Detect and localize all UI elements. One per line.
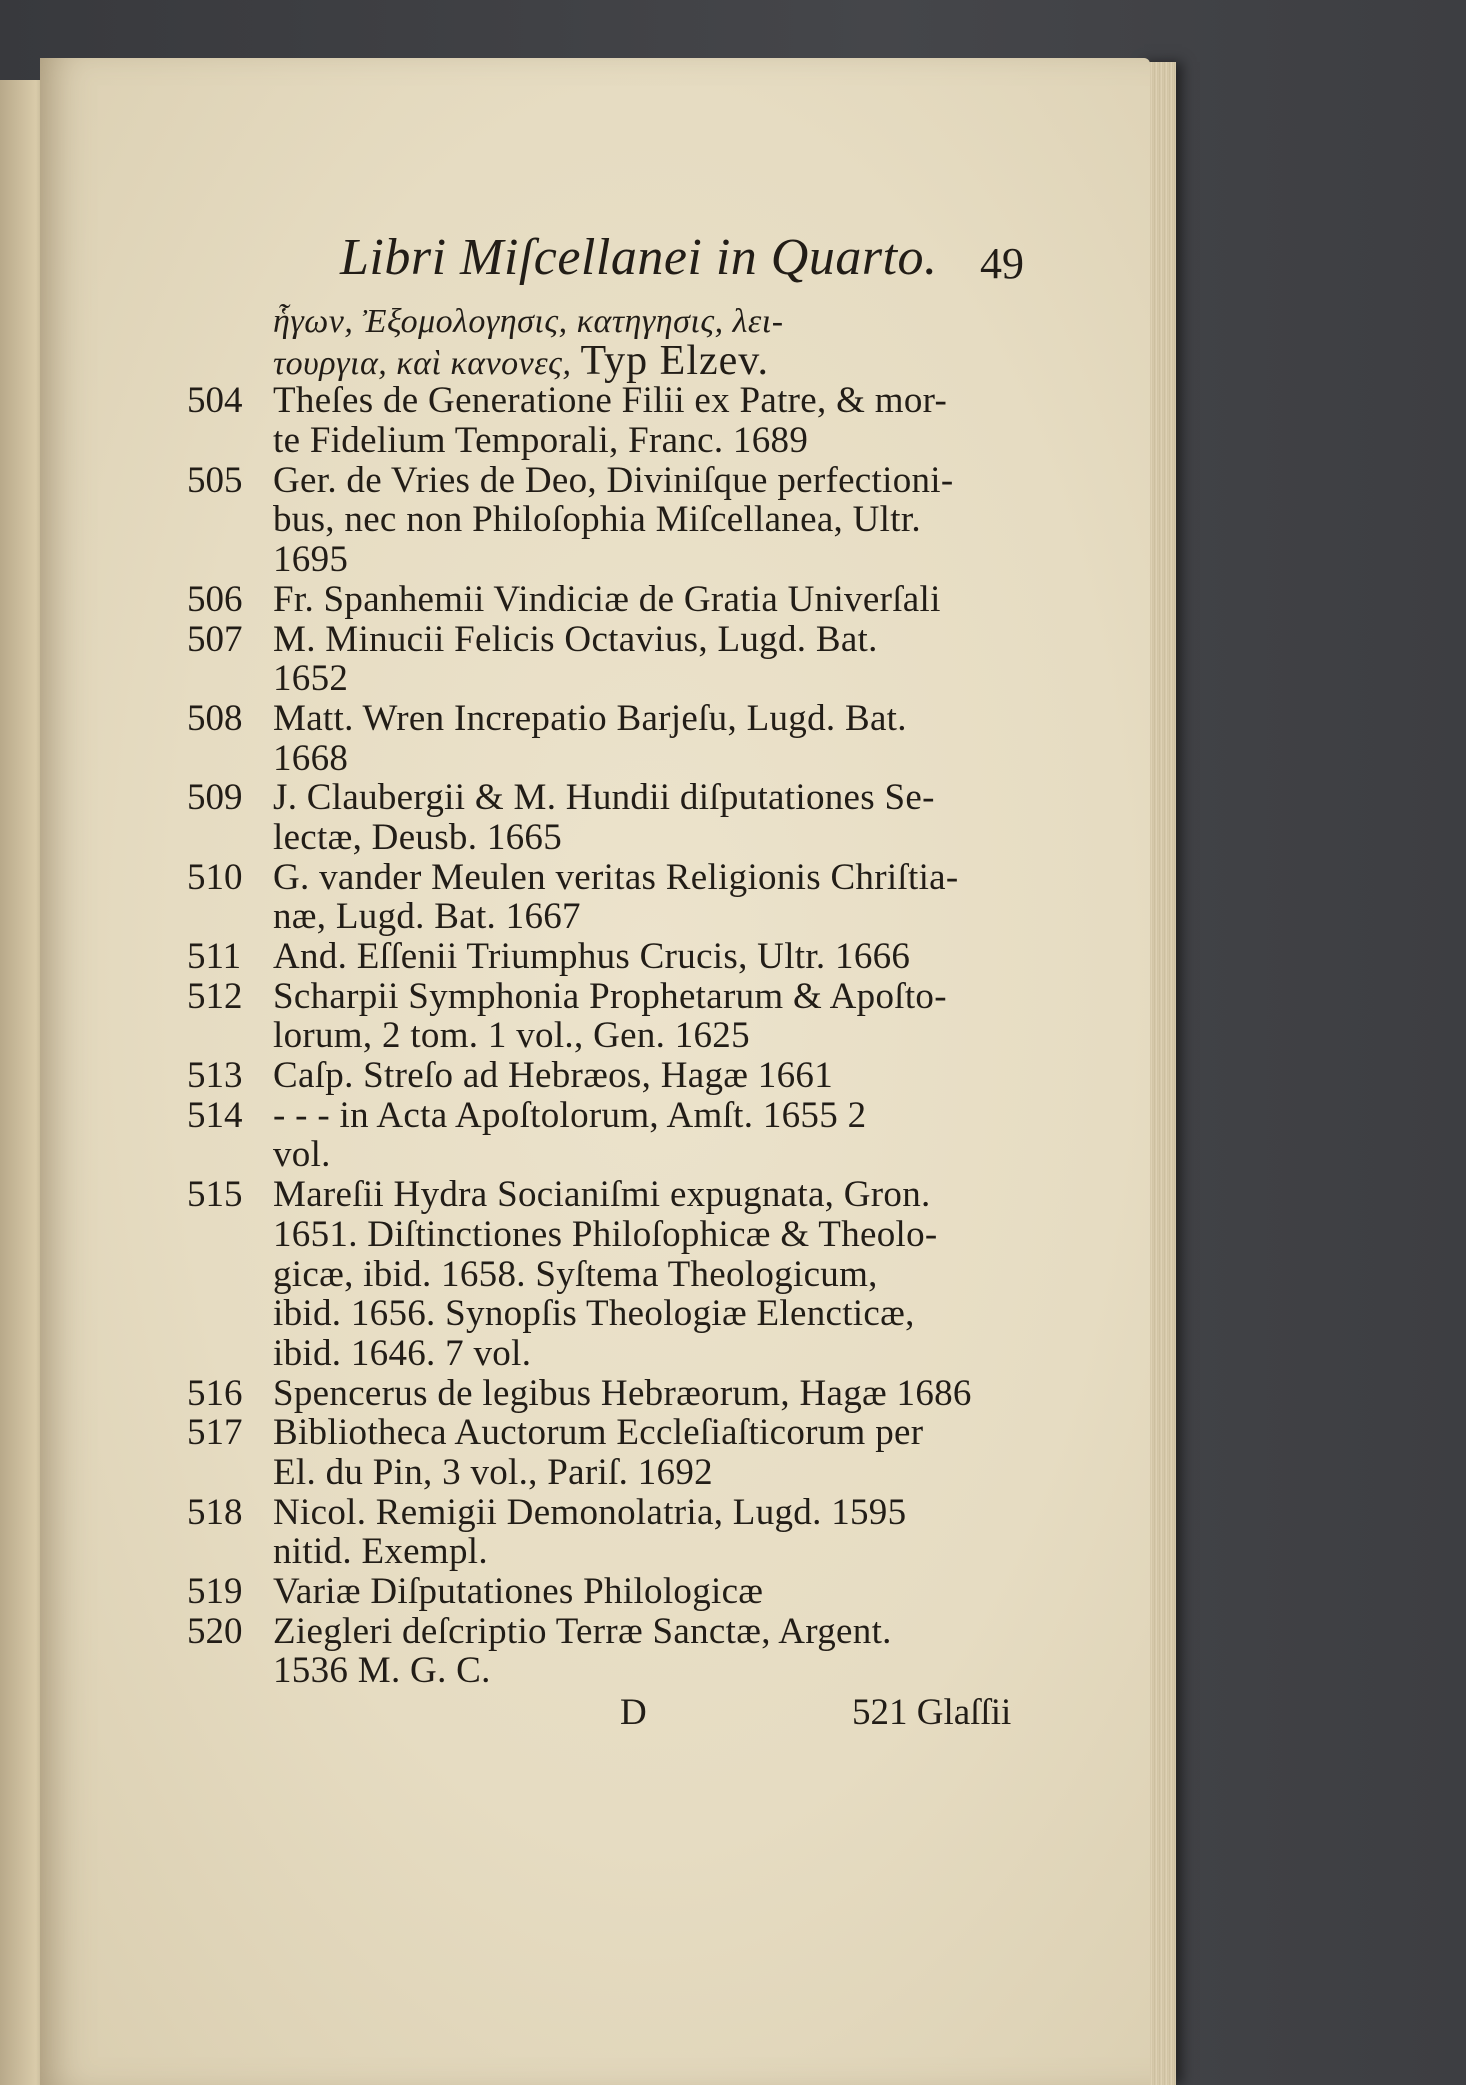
running-title: Libri Miſcellanei in Quarto. [340, 229, 938, 286]
entry-text: Caſp. Streſo ad Hebræos, Hagæ 1661 [273, 1055, 833, 1097]
entry-number: 513 [187, 1055, 243, 1097]
entry-text: vol. [273, 1134, 331, 1176]
entry-number: 519 [187, 1571, 243, 1612]
entry-line [187, 1094, 1080, 1136]
entry-text: Ziegleri deſcriptio Terræ Sanctæ, Argent. [273, 1610, 892, 1652]
catalogue-entry [187, 1174, 1080, 1374]
entry-text: 1651. Diſtinctiones Philoſophicæ & Theolo- [273, 1213, 938, 1255]
entry-text: - - - in Acta Apoſtolorum, Amſt. 1655 2 [273, 1094, 867, 1136]
entry-number: 517 [187, 1412, 243, 1454]
entry-text: gicæ, ibid. 1658. Syſtema Theologicum, [273, 1253, 878, 1295]
entry-number: 509 [187, 777, 243, 819]
catalogue-entry [187, 936, 1080, 977]
catalogue-entry [187, 459, 1080, 581]
entry-line [190, 897, 1080, 937]
entry-line [190, 1255, 1080, 1295]
entry-line [190, 1294, 1080, 1334]
entry-line [187, 578, 1080, 620]
entry-text: 1652 [273, 658, 349, 700]
entry-line [187, 1412, 1080, 1454]
entry-line [190, 1453, 1080, 1493]
entry-text: te Fidelium Temporali, Franc. 1689 [273, 420, 809, 462]
entry-number: 510 [187, 856, 243, 898]
entry-line [190, 1016, 1080, 1056]
entry-text: G. vander Meulen veritas Religionis Chriſtia- [273, 856, 959, 898]
entry-number: 514 [187, 1094, 243, 1136]
entry-text: Theſes de Generatione Filii ex Patre, & mor- [273, 380, 948, 422]
entry-text: Nicol. Remigii Demonolatria, Lugd. 1595 [273, 1491, 907, 1533]
catalogue-entry [187, 697, 1080, 779]
catalogue-entry [187, 777, 1080, 858]
entry-text: El. du Pin, 3 vol., Pariſ. 1692 [273, 1451, 713, 1493]
entry-text: J. Claubergii & M. Hundii diſputationes Se- [273, 777, 935, 819]
page-header [190, 229, 1080, 302]
entry-line [187, 1491, 1080, 1533]
entry-line [190, 818, 1080, 858]
text-block [187, 229, 1080, 1737]
signature-mark: D [620, 1692, 647, 1734]
entry-line [187, 975, 1080, 1017]
entry-text: næ, Lugd. Bat. 1667 [273, 896, 581, 938]
entry-text: Variæ Diſputationes Philologicæ [273, 1571, 764, 1612]
entry-number: 518 [187, 1491, 243, 1533]
entry-number: 512 [187, 975, 243, 1017]
continuation-line [190, 302, 1080, 342]
entry-number: 511 [187, 936, 242, 977]
catalogue-entry [187, 1055, 1080, 1097]
entry-number: 520 [187, 1610, 243, 1652]
entry-line [190, 1135, 1080, 1175]
entry-text: Spencerus de legibus Hebræorum, Hagæ 1686 [273, 1372, 972, 1414]
continuation-text: τουργια, καὶ κανονες, [273, 344, 572, 382]
entry-line [187, 1372, 1080, 1414]
entry-number: 504 [187, 380, 243, 422]
catalogue-entry [187, 618, 1080, 700]
entry-number: 505 [187, 459, 243, 501]
entry-number: 515 [187, 1174, 243, 1216]
catalogue-entry [187, 1491, 1080, 1573]
entry-line [187, 1174, 1080, 1216]
continuation-line [190, 337, 1080, 384]
entry-text: Bibliotheca Auctorum Eccleſiaſticorum per [273, 1412, 924, 1454]
entry-number: 516 [187, 1372, 243, 1414]
catalogue-entry [187, 578, 1080, 620]
catalogue-entry [187, 1610, 1080, 1692]
entry-text: nitid. Exempl. [273, 1531, 488, 1573]
entry-text: ibid. 1646. 7 vol. [273, 1332, 532, 1374]
entry-text: 1668 [273, 737, 349, 779]
entry-text: Scharpii Symphonia Prophetarum & Apoſto- [273, 975, 947, 1017]
entry-line [190, 1532, 1080, 1572]
page-footer [190, 1693, 1080, 1737]
entry-text: Mareſii Hydra Socianiſmi expugnata, Gron. [273, 1174, 931, 1216]
entry-line [187, 380, 1080, 422]
catalogue-entry [187, 975, 1080, 1057]
entry-line [187, 459, 1080, 501]
entry-line [190, 659, 1080, 699]
entry-number: 507 [187, 618, 243, 660]
entry-line [187, 936, 1080, 977]
continuation-text: ἧγων, Ἐξομολογησις, κατηγησις, λει- [273, 303, 784, 340]
page-number: 49 [980, 239, 1024, 288]
catalogue-entry [187, 1412, 1080, 1493]
catalogue-entry [187, 1372, 1080, 1414]
entry-text: bus, nec non Philoſophia Miſcellanea, Ultr. [273, 499, 921, 541]
entry-line [187, 618, 1080, 660]
entry-line [190, 540, 1080, 580]
catalogue-entry [187, 1094, 1080, 1176]
entry-text: Matt. Wren Increpatio Barjeſu, Lugd. Bat. [273, 697, 907, 739]
entry-text: M. Minucii Felicis Octavius, Lugd. Bat. [273, 618, 878, 660]
entry-line [190, 500, 1080, 540]
entry-text: And. Eſſenii Triumphus Crucis, Ultr. 1666 [273, 936, 911, 977]
entry-line [187, 1055, 1080, 1097]
catalogue-entry [187, 380, 1080, 462]
entry-text: lorum, 2 tom. 1 vol., Gen. 1625 [273, 1015, 750, 1057]
continuation-imprint: Typ Elzev. [580, 337, 770, 384]
entry-line [190, 739, 1080, 779]
entry-text: lectæ, Deusb. 1665 [273, 816, 563, 858]
entry-text: 1536 M. G. C. [273, 1650, 491, 1692]
entry-number: 506 [187, 578, 243, 620]
entry-text: ibid. 1656. Synopſis Theologiæ Elencticæ, [273, 1293, 915, 1335]
book-page [40, 58, 1150, 2085]
entry-number: 508 [187, 697, 243, 739]
entry-text: 1695 [273, 539, 349, 581]
entry-line [190, 1651, 1080, 1691]
entry-line [190, 1334, 1080, 1374]
catalogue-entries [187, 380, 1080, 1692]
entry-text: Fr. Spanhemii Vindiciæ de Gratia Univerſali [273, 578, 941, 620]
entry-line [187, 1610, 1080, 1652]
entry-line [190, 1215, 1080, 1255]
catalogue-entry [187, 1571, 1080, 1612]
entry-text: Ger. de Vries de Deo, Diviniſque perfectioni- [273, 459, 954, 501]
entry-line [187, 697, 1080, 739]
catalogue-entry [187, 856, 1080, 938]
entry-line [187, 856, 1080, 898]
entry-line [187, 1571, 1080, 1612]
entry-line [190, 421, 1080, 461]
entry-line [187, 777, 1080, 819]
catchword: 521 Glaſſii [852, 1692, 1012, 1734]
